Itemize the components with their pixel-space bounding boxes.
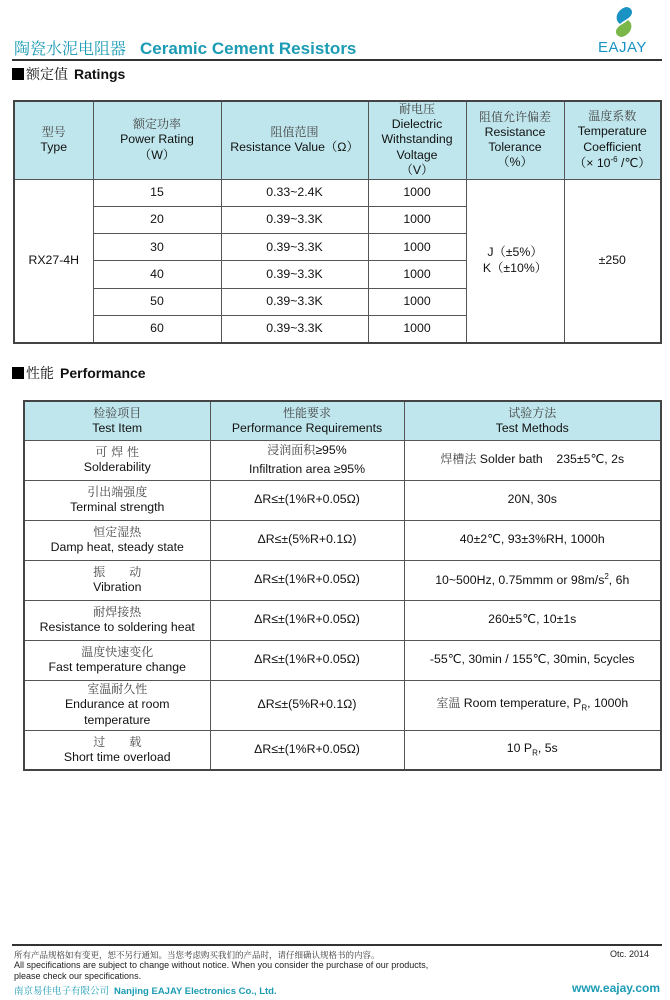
col-tolerance: 阻值允许偏差 Resistance Tolerance （%） xyxy=(466,101,564,179)
method-cell: 室温 Room temperature, $P_R$, 1000h xyxy=(404,680,661,730)
footer-rule xyxy=(12,944,662,946)
requirement-cell: 浸润面积≥95% Infiltration area ≥95% xyxy=(210,440,404,480)
ratings-header-row xyxy=(14,101,661,179)
performance-row xyxy=(24,600,661,640)
requirement-cell: ΔR≤±(5%R+0.1Ω) xyxy=(210,680,404,730)
resistance-cell: 0.39~3.3K xyxy=(221,288,368,315)
col-type: 型号 Type xyxy=(14,101,93,179)
revision-date: Otc. 2014 xyxy=(610,949,650,959)
col-requirements: 性能要求 Performance Requirements xyxy=(210,401,404,440)
test-item-cell: 过 载 Short time overload xyxy=(24,730,210,770)
square-bullet-icon xyxy=(12,367,24,379)
website-link[interactable]: www.eajay.com xyxy=(572,981,661,995)
resistance-cell: 0.39~3.3K xyxy=(221,206,368,233)
ratings-heading: 额定值 Ratings xyxy=(12,64,125,84)
performance-row xyxy=(24,520,661,560)
tolerance-cell: J（±5%） K（±10%） xyxy=(466,179,564,343)
resistance-cell: 0.39~3.3K xyxy=(221,315,368,342)
col-test-item: 检验项目 Test Item xyxy=(24,401,210,440)
requirement-cell: ΔR≤±(1%R+0.05Ω) xyxy=(210,560,404,600)
power-cell: 60 xyxy=(93,315,221,342)
performance-heading: 性能 Performance xyxy=(12,363,146,383)
col-temp-coefficient: 温度系数 Temperature Coefficient （× $10^{-6}$ /℃） xyxy=(564,101,661,179)
test-item-cell: 室温耐久性 Endurance at room temperature xyxy=(24,680,210,730)
voltage-cell: 1000 xyxy=(368,179,466,206)
performance-table xyxy=(23,400,662,771)
power-cell: 15 xyxy=(93,179,221,206)
voltage-cell: 1000 xyxy=(368,206,466,233)
method-cell: 10~500Hz, 0.75mmm or $98m/s^2$, 6h xyxy=(404,560,661,600)
power-cell: 20 xyxy=(93,206,221,233)
title-zh: 陶瓷水泥电阻器 xyxy=(14,39,127,58)
method-cell: 20N, 30s xyxy=(404,480,661,520)
performance-row xyxy=(24,560,661,600)
title-en: Ceramic Cement Resistors xyxy=(140,39,357,58)
header-rule xyxy=(12,59,662,61)
logo-text: EAJAY xyxy=(598,39,647,56)
col-voltage: 耐电压 Dielectric Withstanding Voltage （V） xyxy=(368,101,466,179)
method-cell: 40±2℃, 93±3%RH, 1000h xyxy=(404,520,661,560)
col-resistance: 阻值范围 Resistance Value（Ω） xyxy=(221,101,368,179)
performance-row xyxy=(24,680,661,730)
method-cell: -55℃, 30min / 155℃, 30min, 5cycles xyxy=(404,640,661,680)
notice-en-line1: All specifications are subject to change without notice. When you consider the purchase of our products, xyxy=(14,960,429,970)
performance-row xyxy=(24,440,661,480)
voltage-cell: 1000 xyxy=(368,315,466,342)
resistance-cell: 0.39~3.3K xyxy=(221,261,368,288)
notice-en-line2: please check our specifications. xyxy=(14,971,142,981)
requirement-cell: ΔR≤±(1%R+0.05Ω) xyxy=(210,480,404,520)
performance-row xyxy=(24,640,661,680)
performance-header-row xyxy=(24,401,661,440)
leaf-logo-icon xyxy=(612,6,636,38)
voltage-cell: 1000 xyxy=(368,261,466,288)
voltage-cell: 1000 xyxy=(368,234,466,261)
type-cell: RX27-4H xyxy=(14,179,93,343)
requirement-cell: ΔR≤±(5%R+0.1Ω) xyxy=(210,520,404,560)
company-name: 南京易佳电子有限公司 Nanjing EAJAY Electronics Co., Ltd. xyxy=(14,986,277,997)
notice-zh: 所有产品规格如有变更，恕不另行通知。当您考虑购买我们的产品时，请仔细确认规格书的内容。 xyxy=(14,951,380,961)
test-item-cell: 可 焊 性 Solderability xyxy=(24,440,210,480)
col-power: 额定功率 Power Rating （W） xyxy=(93,101,221,179)
requirement-cell: ΔR≤±(1%R+0.05Ω) xyxy=(210,640,404,680)
resistance-cell: 0.39~3.3K xyxy=(221,234,368,261)
method-cell: 260±5℃, 10±1s xyxy=(404,600,661,640)
test-item-cell: 耐焊接热 Resistance to soldering heat xyxy=(24,600,210,640)
col-test-methods: 试验方法 Test Methods xyxy=(404,401,661,440)
test-item-cell: 振 动 Vibration xyxy=(24,560,210,600)
power-cell: 40 xyxy=(93,261,221,288)
document-title xyxy=(14,36,356,59)
square-bullet-icon xyxy=(12,68,24,80)
voltage-cell: 1000 xyxy=(368,288,466,315)
method-cell: 焊槽法 Solder bath 235±5℃, 2s xyxy=(404,440,661,480)
test-item-cell: 引出端强度 Terminal strength xyxy=(24,480,210,520)
performance-row xyxy=(24,480,661,520)
performance-row xyxy=(24,730,661,770)
requirement-cell: ΔR≤±(1%R+0.05Ω) xyxy=(210,600,404,640)
power-cell: 30 xyxy=(93,234,221,261)
method-cell: 10 $P_R$, 5s xyxy=(404,730,661,770)
temp-coefficient-cell: ±250 xyxy=(564,179,661,343)
power-cell: 50 xyxy=(93,288,221,315)
ratings-table xyxy=(13,100,662,344)
eajay-logo xyxy=(595,6,661,56)
ratings-row xyxy=(14,179,661,206)
test-item-cell: 温度快速变化 Fast temperature change xyxy=(24,640,210,680)
test-item-cell: 恒定湿热 Damp heat, steady state xyxy=(24,520,210,560)
resistance-cell: 0.33~2.4K xyxy=(221,179,368,206)
requirement-cell: ΔR≤±(1%R+0.05Ω) xyxy=(210,730,404,770)
